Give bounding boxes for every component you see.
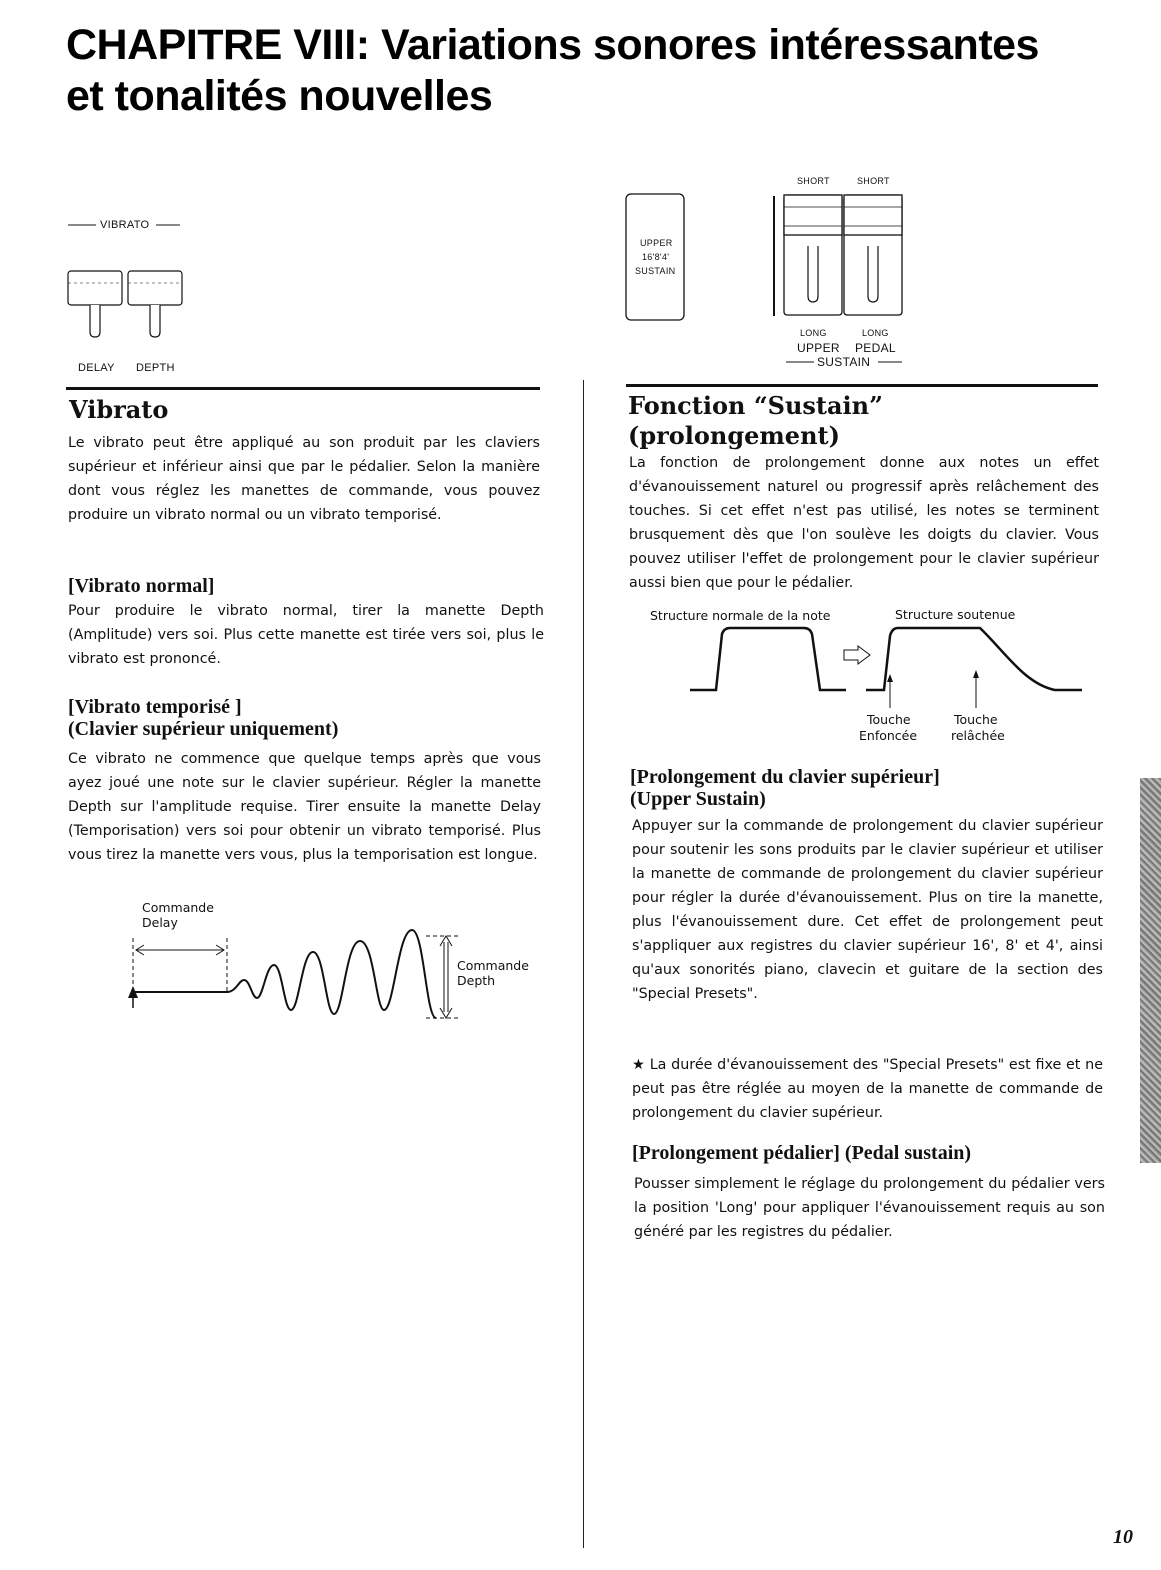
- sustain-panel-footer: SUSTAIN: [817, 355, 871, 369]
- vibrato-levers-icon: [66, 268, 196, 348]
- vibrato-waveform: [126, 932, 466, 1022]
- special-presets-note: ★ La durée d'évanouissement des "Special Presets" est fixe et ne peut pas être réglée au moyen de la manette de commande de prolongement du clavier supérieur.: [632, 1057, 1103, 1121]
- key-released-label-line2: relâchée: [951, 728, 1005, 743]
- delay-lever-label: DELAY: [78, 362, 115, 374]
- upper-sustain-text: Appuyer sur la commande de prolongement du clavier supérieur pour soutenir les sons produits par le clavier supérieur et utiliser la manette de commande de prolongement du clavier supérieur pour régler la durée d'évanouissement. Plus on tire la manette, plus l'évanouissement dure. Cet effet de prolongement peut s'appliquer aux registres du clavier supérieur 16', 8' et 4', ainsi qu'aux sonorités piano, clavecin et guitare de la section des "Special Presets".: [632, 818, 1103, 1002]
- key-pressed-label-line2: Enfoncée: [859, 728, 918, 743]
- key-released-label-line1: Touche: [954, 712, 998, 727]
- diagram-delay-label-line2: Delay: [142, 915, 178, 930]
- column-divider: [583, 380, 584, 1548]
- diagram-delay-label-line1: Commande: [142, 900, 214, 915]
- pedal-sustain-label: PEDAL: [855, 341, 896, 355]
- page-number: 10: [1113, 1526, 1133, 1548]
- vibrato-normal-text: Pour produire le vibrato normal, tirer la manette Depth (Amplitude) vers soi. Plus cette manette est tirée vers soi, plus le vibrato est prononcé.: [68, 603, 544, 667]
- vibrato-delayed-text: Ce vibrato ne commence que quelque temps après que vous ayez joué une note sur le clavier supérieur. Régler la manette Depth sur l'amplitude requise. Tirer ensuite la manette Delay (Temporisation) vers soi pour obtenir un vibrato temporisé. Plus vous tirez la manette vers vous, plus la temporisation est longue.: [68, 751, 541, 863]
- sustain-title-line2: (prolongement): [628, 421, 840, 450]
- vibrato-intro-text: Le vibrato peut être appliqué au son produit par les claviers supérieur et inférieur ainsi que par le pédalier. Selon la manière dont vous réglez les manettes de commande, vous pouvez produire un vibrato normal ou un vibrato temporisé.: [68, 435, 540, 523]
- diagram-depth-label-line1: Commande: [457, 958, 529, 973]
- short-label-left: SHORT: [797, 176, 830, 186]
- vibrato-normal-title: [Vibrato normal]: [68, 575, 215, 597]
- short-label-right: SHORT: [857, 176, 890, 186]
- chapter-title: [66, 20, 1146, 122]
- vibrato-delayed-title: [68, 696, 338, 740]
- vibrato-panel-header: VIBRATO: [100, 219, 150, 231]
- pedal-sustain-text: Pousser simplement le réglage du prolongement du pédalier vers la position 'Long' pour appliquer l'évanouissement requis au son généré par les registres du pédalier.: [634, 1176, 1105, 1240]
- sustain-button-line2: 16'8'4': [642, 252, 670, 262]
- sustain-intro-text: La fonction de prolongement donne aux notes un effet d'évanouissement naturel ou progressif après relâchement des touches. Si cet effet n'est pas utilisé, les notes se terminent brusquement dès que l'on soulève les doigts du clavier. Vous pouvez utiliser l'effet de prolongement pour le clavier supérieur aussi bien que pour le pédalier.: [629, 455, 1099, 591]
- right-section-rule: [626, 384, 1098, 387]
- sustain-levers-icon: [768, 192, 918, 322]
- long-label-right: LONG: [862, 328, 889, 338]
- vibrato-delayed-title-line1: [Vibrato temporisé ]: [68, 696, 242, 718]
- left-section-rule: [66, 387, 540, 390]
- sustain-section-title: [628, 391, 883, 451]
- diagram-sustained-structure-label: Structure soutenue: [895, 607, 1016, 622]
- depth-lever-label: DEPTH: [136, 362, 175, 374]
- chapter-title-line2: et tonalités nouvelles: [66, 72, 493, 120]
- chapter-title-line1: CHAPITRE VIII: Variations sonores intéressantes: [66, 21, 1039, 69]
- diagram-depth-label-line2: Depth: [457, 973, 496, 988]
- vibrato-delayed-title-line2: (Clavier supérieur uniquement): [68, 718, 339, 740]
- vibrato-section-title: Vibrato: [69, 395, 169, 424]
- upper-sustain-title: [630, 766, 940, 810]
- key-pressed-label-line1: Touche: [867, 712, 911, 727]
- upper-sustain-label: UPPER: [797, 341, 840, 355]
- sustain-title-line1: Fonction “Sustain”: [628, 391, 883, 420]
- upper-sustain-title-line1: [Prolongement du clavier supérieur]: [630, 766, 940, 788]
- sustain-button-line1: UPPER: [640, 238, 673, 248]
- pedal-sustain-title: [Prolongement pédalier] (Pedal sustain): [632, 1142, 972, 1164]
- diagram-normal-structure-label: Structure normale de la note: [650, 608, 831, 623]
- long-label-left: LONG: [800, 328, 827, 338]
- upper-sustain-title-line2: (Upper Sustain): [630, 788, 766, 810]
- note-envelope-graph: [680, 622, 1100, 702]
- chapter-thumb-tab: [1140, 778, 1161, 1163]
- sustain-button-line3: SUSTAIN: [635, 266, 676, 276]
